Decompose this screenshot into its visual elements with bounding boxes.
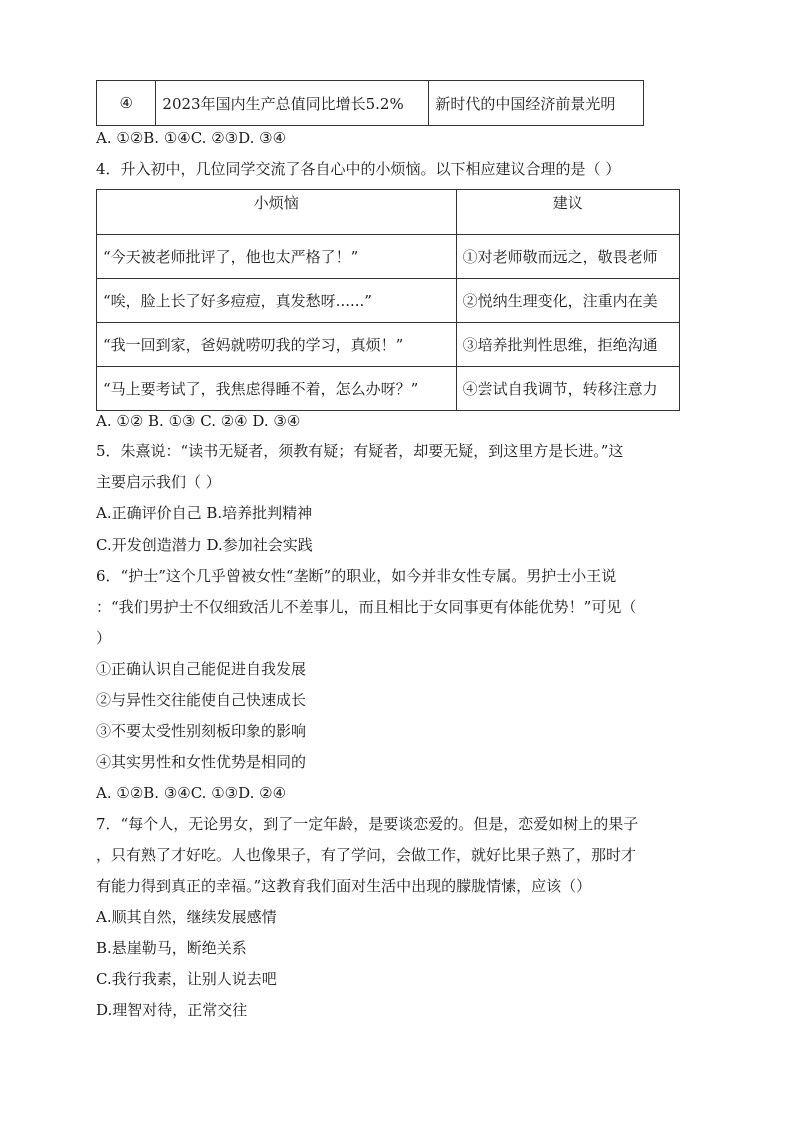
q6-item-3: ③不要太受性别刻板印象的影响 [96,722,307,740]
q4-table [96,189,680,411]
table-row [97,323,680,367]
q7-stem-line-2: ，只有熟了才好吃。人也像果子，有了学问，会做工作，就好比果子熟了，那时才 [96,846,637,864]
q6-item-2: ②与异性交往能使自己快速成长 [96,691,307,709]
q5-options-2: C.开发创造潜力 D.参加社会实践 [96,536,313,554]
q3-options: A. ①②B. ①④C. ②③D. ③④ [96,129,287,147]
header-worry: 小烦恼 [97,190,457,235]
worry-cell: “马上要考试了，我焦虑得睡不着，怎么办呀？” [97,367,457,411]
q5-options-1: A.正确评价自己 B.培养批判精神 [96,504,313,522]
advice-cell: ①对老师敬而远之，敬畏老师 [456,235,679,279]
table-row [97,279,680,323]
row-number: ④ [97,81,156,126]
q5-stem-line-1: 5．朱熹说：“读书无疑者，须教有疑；有疑者，却要无疑，到这里方是长进。”这 [96,442,624,460]
advice-cell: ④尝试自我调节，转移注意力 [456,367,679,411]
q6-options: A. ①②B. ③④C. ①③D. ②④ [96,784,287,802]
q3-table [96,80,644,126]
q7-option-a: A.顺其自然，继续发展感情 [96,908,277,926]
table-row [97,367,680,411]
q7-stem-line-1: 7．“每个人，无论男女，到了一定年龄，是要谈恋爱的。但是，恋爱如树上的果子 [96,815,639,833]
table-row [97,235,680,279]
table-row [97,81,644,126]
table-header-row [97,190,680,235]
worry-cell: “我一回到家，爸妈就唠叨我的学习，真烦！” [97,323,457,367]
header-advice: 建议 [456,190,679,235]
q4-stem: 4．升入初中，几位同学交流了各自心中的小烦恼。以下相应建议合理的是（ ） [96,160,621,178]
worry-cell: “唉，脸上长了好多痘痘，真发愁呀......” [97,279,457,323]
worry-cell: “今天被老师批评了，他也太严格了！” [97,235,457,279]
q5-stem-line-2: 主要启示我们（ ） [96,473,221,491]
q7-stem-line-3: 有能力得到真正的幸福。”这教育我们面对生活中出现的朦胧情愫，应该（） [96,877,592,895]
q6-stem-line-3: ） [96,629,112,647]
q6-item-4: ④其实男性和女性优势是相同的 [96,753,307,771]
q7-option-d: D.理智对待，正常交往 [96,1001,248,1019]
advice-cell: ③培养批判性思维，拒绝沟通 [456,323,679,367]
q6-item-1: ①正确认识自己能促进自我发展 [96,660,307,678]
q7-option-b: B.悬崖勒马，断绝关系 [96,939,247,957]
q4-options: A. ①② B. ①③ C. ②④ D. ③④ [96,412,301,430]
q7-option-c: C.我行我素，让别人说去吧 [96,970,277,988]
advice-cell: ②悦纳生理变化，注重内在美 [456,279,679,323]
q6-stem-line-1: 6．“护士”这个几乎曾被女性“垄断”的职业，如今并非女性专属。男护士小王说 [96,567,617,585]
fact-cell: 2023年国内生产总值同比增长5.2% [156,81,429,126]
meaning-cell: 新时代的中国经济前景光明 [429,81,644,126]
q6-stem-line-2: ：“我们男护士不仅细致活儿不差事儿，而且相比于女同事更有体能优势！”可见（ [96,598,637,616]
